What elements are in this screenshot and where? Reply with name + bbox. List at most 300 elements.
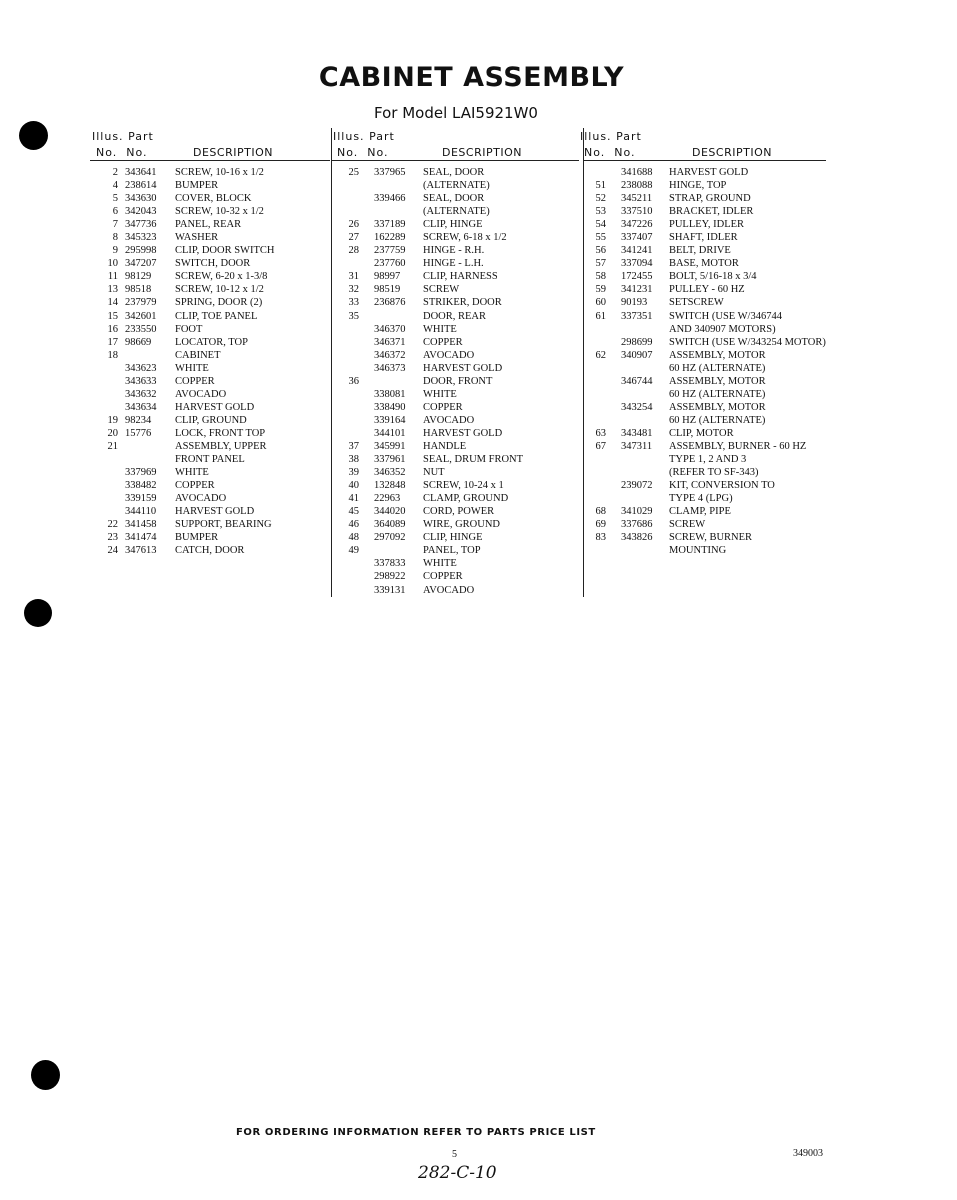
parts-row [584, 427, 826, 440]
part-description: NUT [423, 467, 445, 479]
part-number: 236876 [374, 297, 406, 309]
illus-number: 54 [595, 219, 606, 231]
illus-number: 22 [107, 519, 118, 531]
part-description: CORD, POWER [423, 506, 495, 518]
part-number: 337351 [621, 310, 653, 322]
parts-row [584, 453, 826, 466]
document-number: 349003 [793, 1148, 823, 1159]
part-number: 344101 [374, 427, 406, 439]
part-description: CLAMP, GROUND [423, 493, 509, 505]
header-illus-no: No. [96, 146, 118, 159]
part-description: FOOT [175, 323, 203, 335]
illus-number: 48 [348, 532, 359, 544]
column-header [332, 128, 579, 161]
part-description: ASSEMBLY, UPPER [175, 440, 267, 452]
part-description: ASSEMBLY, MOTOR [669, 375, 766, 387]
parts-row [584, 218, 826, 231]
part-number: 344020 [374, 506, 406, 518]
illus-number: 19 [107, 414, 118, 426]
parts-row [90, 453, 330, 466]
parts-row [332, 244, 579, 257]
part-number: 15776 [125, 427, 152, 439]
parts-row [584, 518, 826, 531]
part-description: (ALTERNATE) [423, 206, 490, 218]
illus-number: 57 [595, 258, 606, 270]
parts-row [90, 296, 330, 309]
header-illus: Illus. [580, 130, 612, 143]
part-description: STRAP, GROUND [669, 193, 751, 205]
parts-row [584, 296, 826, 309]
illus-number: 7 [112, 219, 118, 231]
punch-hole [31, 1060, 60, 1090]
parts-column-2 [331, 128, 579, 597]
parts-row [332, 440, 579, 453]
part-description: SWITCH (USE W/346744 [669, 310, 782, 322]
part-description: PANEL, REAR [175, 219, 242, 231]
part-description: HINGE - R.H. [423, 245, 485, 257]
header-illus-part [92, 130, 154, 143]
illus-number: 35 [348, 310, 359, 322]
part-description: KIT, CONVERSION TO [669, 480, 775, 492]
part-description: ASSEMBLY, MOTOR [669, 349, 766, 361]
part-description: WHITE [175, 467, 209, 479]
header-part: Part [369, 130, 395, 143]
part-description: 60 HZ (ALTERNATE) [669, 414, 766, 426]
parts-row [584, 205, 826, 218]
part-number: 98234 [125, 414, 152, 426]
header-part: Part [616, 130, 642, 143]
part-number: 162289 [374, 232, 406, 244]
part-number: 337686 [621, 519, 653, 531]
illus-number: 28 [348, 245, 359, 257]
part-description: SWITCH (USE W/343254 MOTOR) [669, 336, 826, 348]
part-number: 90193 [621, 297, 648, 309]
part-description: (ALTERNATE) [423, 180, 490, 192]
part-number: 346744 [621, 375, 653, 387]
part-description: CLIP, HINGE [423, 532, 483, 544]
illus-number: 63 [595, 427, 606, 439]
part-number: 347311 [621, 440, 653, 452]
part-description: CLIP, GROUND [175, 414, 247, 426]
part-number: 344110 [125, 506, 157, 518]
part-number: 233550 [125, 323, 157, 335]
part-description: HARVEST GOLD [669, 167, 749, 178]
illus-number: 83 [595, 532, 606, 544]
part-description: LOCK, FRONT TOP [175, 427, 266, 439]
parts-row [90, 283, 330, 296]
part-description: WHITE [423, 323, 457, 335]
column-header [580, 128, 826, 161]
parts-row [584, 362, 826, 375]
illus-number: 55 [595, 232, 606, 244]
parts-list [332, 161, 579, 597]
illus-number: 39 [348, 467, 359, 479]
parts-row [90, 401, 330, 414]
parts-row [90, 270, 330, 283]
parts-column-3 [580, 128, 826, 597]
part-description: HANDLE [423, 440, 467, 452]
ordering-info-footer: FOR ORDERING INFORMATION REFER TO PARTS PRICE LIST [236, 1127, 596, 1138]
part-number: 343641 [125, 167, 157, 178]
part-description: WHITE [423, 388, 457, 400]
part-number: 343826 [621, 532, 653, 544]
punch-hole [24, 599, 52, 627]
parts-row [584, 270, 826, 283]
illus-number: 16 [107, 323, 118, 335]
part-number: 345211 [621, 193, 653, 205]
parts-row [584, 310, 826, 323]
parts-row [332, 218, 579, 231]
handwritten-note: 282-C-10 [418, 1163, 497, 1183]
header-part-no: No. [614, 146, 636, 159]
part-number: 337969 [125, 467, 157, 479]
part-number: 298922 [374, 571, 406, 583]
part-description: MOUNTING [669, 545, 727, 557]
part-number: 337510 [621, 206, 653, 218]
illus-number: 56 [595, 245, 606, 257]
parts-row [332, 166, 579, 179]
illus-number: 68 [595, 506, 606, 518]
parts-row [332, 336, 579, 349]
part-description: BELT, DRIVE [669, 245, 731, 257]
part-description: TYPE 4 (LPG) [669, 493, 733, 505]
parts-list [584, 161, 826, 557]
part-description: SCREW, 10-24 x 1 [423, 480, 504, 492]
parts-row [584, 505, 826, 518]
part-description: CABINET [175, 349, 221, 361]
part-description: CLIP, HINGE [423, 219, 483, 231]
part-description: WHITE [175, 362, 209, 374]
part-description: SEAL, DRUM FRONT [423, 454, 524, 466]
illus-number: 15 [107, 310, 118, 322]
part-number: 337407 [621, 232, 653, 244]
part-description: HARVEST GOLD [175, 401, 255, 413]
illus-number: 51 [595, 180, 606, 192]
part-description: ASSEMBLY, BURNER - 60 HZ [669, 440, 807, 452]
parts-row [90, 479, 330, 492]
illus-number: 20 [107, 427, 118, 439]
illus-number: 41 [348, 493, 359, 505]
part-number: 239072 [621, 480, 653, 492]
part-description: AVOCADO [175, 388, 227, 400]
header-illus-no: No. [337, 146, 359, 159]
part-description: CATCH, DOOR [175, 545, 245, 557]
part-description: COPPER [175, 480, 215, 492]
illus-number: 27 [348, 232, 359, 244]
part-description: 60 HZ (ALTERNATE) [669, 362, 766, 374]
part-number: 339466 [374, 193, 406, 205]
part-number: 345991 [374, 440, 406, 452]
part-number: 343630 [125, 193, 157, 205]
parts-row [332, 414, 579, 427]
part-number: 342043 [125, 206, 157, 218]
part-description: CLIP, DOOR SWITCH [175, 245, 275, 257]
part-description: HINGE, TOP [669, 180, 727, 192]
part-number: 340907 [621, 349, 653, 361]
illus-number: 33 [348, 297, 359, 309]
parts-row [332, 492, 579, 505]
part-number: 346372 [374, 349, 406, 361]
parts-row [90, 244, 330, 257]
part-description: STRIKER, DOOR [423, 297, 502, 309]
part-number: 337189 [374, 219, 406, 231]
parts-row [584, 401, 826, 414]
part-number: 339164 [374, 414, 406, 426]
parts-row [332, 570, 579, 583]
part-number: 343254 [621, 401, 653, 413]
part-description: SUPPORT, BEARING [175, 519, 272, 531]
illus-number: 2 [112, 167, 118, 178]
parts-row [90, 388, 330, 401]
part-number: 339159 [125, 493, 157, 505]
part-number: 341688 [621, 167, 653, 178]
page-number: 5 [452, 1149, 457, 1160]
illus-number: 60 [595, 297, 606, 309]
parts-row [90, 192, 330, 205]
part-number: 132848 [374, 480, 406, 492]
parts-row [90, 440, 330, 453]
parts-row [90, 492, 330, 505]
illus-number: 26 [348, 219, 359, 231]
parts-row [332, 531, 579, 544]
illus-number: 69 [595, 519, 606, 531]
part-number: 346373 [374, 362, 406, 374]
part-number: 298699 [621, 336, 653, 348]
parts-row [584, 375, 826, 388]
part-description: CLIP, TOE PANEL [175, 310, 258, 322]
part-number: 341231 [621, 284, 653, 296]
part-number: 347207 [125, 258, 157, 270]
part-number: 347226 [621, 219, 653, 231]
part-description: WIRE, GROUND [423, 519, 500, 531]
illus-number: 49 [348, 545, 359, 557]
illus-number: 62 [595, 349, 606, 361]
parts-row [90, 427, 330, 440]
parts-row [332, 544, 579, 557]
header-part-no: No. [367, 146, 389, 159]
part-number: 341241 [621, 245, 653, 257]
part-description: AND 340907 MOTORS) [669, 323, 776, 335]
part-description: BASE, MOTOR [669, 258, 739, 270]
illus-number: 38 [348, 454, 359, 466]
part-number: 339131 [374, 584, 406, 596]
parts-row [90, 505, 330, 518]
illus-number: 11 [107, 271, 118, 283]
parts-row [332, 257, 579, 270]
part-number: 343623 [125, 362, 157, 374]
illus-number: 40 [348, 480, 359, 492]
parts-row [332, 401, 579, 414]
part-description: WASHER [175, 232, 219, 244]
illus-number: 21 [107, 440, 118, 452]
column-header [90, 128, 330, 161]
part-number: 297092 [374, 532, 406, 544]
header-part: Part [128, 130, 154, 143]
parts-row [332, 518, 579, 531]
part-description: PULLEY, IDLER [669, 219, 745, 231]
punch-hole [19, 121, 48, 150]
illus-number: 13 [107, 284, 118, 296]
illus-number: 37 [348, 440, 359, 452]
header-part-no: No. [126, 146, 148, 159]
parts-row [584, 349, 826, 362]
part-description: HARVEST GOLD [175, 506, 255, 518]
parts-row [584, 166, 826, 179]
part-description: SHAFT, IDLER [669, 232, 738, 244]
header-description: DESCRIPTION [193, 146, 273, 159]
illus-number: 59 [595, 284, 606, 296]
parts-row [332, 375, 579, 388]
illus-number: 14 [107, 297, 118, 309]
part-description: 60 HZ (ALTERNATE) [669, 388, 766, 400]
model-subtitle: For Model LAI5921W0 [374, 104, 538, 122]
parts-row [90, 257, 330, 270]
parts-row [584, 479, 826, 492]
illus-number: 10 [107, 258, 118, 270]
part-number: 238614 [125, 180, 157, 192]
part-description: SEAL, DOOR [423, 167, 485, 178]
parts-row [90, 336, 330, 349]
part-description: SCREW, 10-16 x 1/2 [175, 167, 264, 178]
part-description: DOOR, REAR [423, 310, 487, 322]
part-description: AVOCADO [423, 584, 475, 596]
part-description: CLIP, HARNESS [423, 271, 498, 283]
parts-row [90, 166, 330, 179]
part-number: 337961 [374, 454, 406, 466]
part-number: 347613 [125, 545, 157, 557]
illus-number: 4 [112, 180, 118, 192]
parts-row [332, 557, 579, 570]
part-description: SCREW, 10-32 x 1/2 [175, 206, 264, 218]
part-description: TYPE 1, 2 AND 3 [669, 454, 747, 466]
part-number: 346352 [374, 467, 406, 479]
part-description: BUMPER [175, 180, 219, 192]
parts-row [332, 231, 579, 244]
parts-list [90, 161, 330, 557]
part-description: CLAMP, PIPE [669, 506, 731, 518]
part-number: 22963 [374, 493, 401, 505]
part-number: 338081 [374, 388, 406, 400]
parts-row [90, 518, 330, 531]
part-description: AVOCADO [423, 349, 475, 361]
part-number: 341029 [621, 506, 653, 518]
part-description: AVOCADO [423, 414, 475, 426]
part-number: 172455 [621, 271, 653, 283]
part-description: SPRING, DOOR (2) [175, 297, 263, 309]
parts-row [584, 323, 826, 336]
header-illus: Illus. [333, 130, 365, 143]
part-description: SCREW, BURNER [669, 532, 753, 544]
part-number: 98669 [125, 336, 152, 348]
part-description: SCREW, 10-12 x 1/2 [175, 284, 264, 296]
parts-row [90, 218, 330, 231]
part-description: HARVEST GOLD [423, 427, 503, 439]
part-description: HARVEST GOLD [423, 362, 503, 374]
illus-number: 45 [348, 506, 359, 518]
part-description: COVER, BLOCK [175, 193, 252, 205]
parts-row [90, 310, 330, 323]
part-description: COPPER [175, 375, 215, 387]
header-illus-part [333, 130, 395, 143]
parts-row [332, 453, 579, 466]
illus-number: 32 [348, 284, 359, 296]
parts-row [90, 323, 330, 336]
part-number: 98997 [374, 271, 401, 283]
illus-number: 9 [112, 245, 118, 257]
parts-row [90, 205, 330, 218]
illus-number: 23 [107, 532, 118, 544]
parts-row [332, 362, 579, 375]
parts-row [332, 388, 579, 401]
parts-row [332, 192, 579, 205]
parts-row [584, 192, 826, 205]
header-no [337, 146, 389, 159]
illus-number: 46 [348, 519, 359, 531]
parts-row [584, 257, 826, 270]
parts-row [584, 244, 826, 257]
part-description: SCREW, 6-18 x 1/2 [423, 232, 507, 244]
part-number: 338490 [374, 401, 406, 413]
parts-row [584, 336, 826, 349]
title-text: CABINET ASSEMBLY [318, 62, 625, 93]
illus-number: 8 [112, 232, 118, 244]
parts-row [332, 205, 579, 218]
parts-row [332, 179, 579, 192]
part-description: BRACKET, IDLER [669, 206, 754, 218]
part-description: WHITE [423, 558, 457, 570]
part-number: 295998 [125, 245, 157, 257]
part-number: 337094 [621, 258, 653, 270]
illus-number: 61 [595, 310, 606, 322]
illus-number: 67 [595, 440, 606, 452]
part-number: 238088 [621, 180, 653, 192]
parts-row [90, 414, 330, 427]
part-number: 338482 [125, 480, 157, 492]
part-description: PULLEY - 60 HZ [669, 284, 745, 296]
part-number: 364089 [374, 519, 406, 531]
part-number: 343632 [125, 388, 157, 400]
part-number: 342601 [125, 310, 157, 322]
header-description: DESCRIPTION [692, 146, 772, 159]
header-no [584, 146, 636, 159]
illus-number: 31 [348, 271, 359, 283]
header-illus-no: No. [584, 146, 606, 159]
part-description: ASSEMBLY, MOTOR [669, 401, 766, 413]
parts-row [584, 466, 826, 479]
part-number: 347736 [125, 219, 157, 231]
parts-row [332, 296, 579, 309]
part-description: DOOR, FRONT [423, 375, 493, 387]
parts-row [90, 231, 330, 244]
parts-row [332, 466, 579, 479]
parts-row [584, 544, 826, 557]
part-number: 343634 [125, 401, 157, 413]
parts-row [332, 270, 579, 283]
part-number: 341474 [125, 532, 157, 544]
parts-row [332, 584, 579, 597]
illus-number: 5 [112, 193, 118, 205]
part-description: COPPER [423, 401, 463, 413]
parts-row [90, 362, 330, 375]
part-number: 98518 [125, 284, 152, 296]
parts-row [584, 492, 826, 505]
part-number: 345323 [125, 232, 157, 244]
illus-number: 6 [112, 206, 118, 218]
illus-number: 18 [107, 349, 118, 361]
parts-row [90, 349, 330, 362]
page-title [0, 62, 957, 93]
parts-row [332, 479, 579, 492]
